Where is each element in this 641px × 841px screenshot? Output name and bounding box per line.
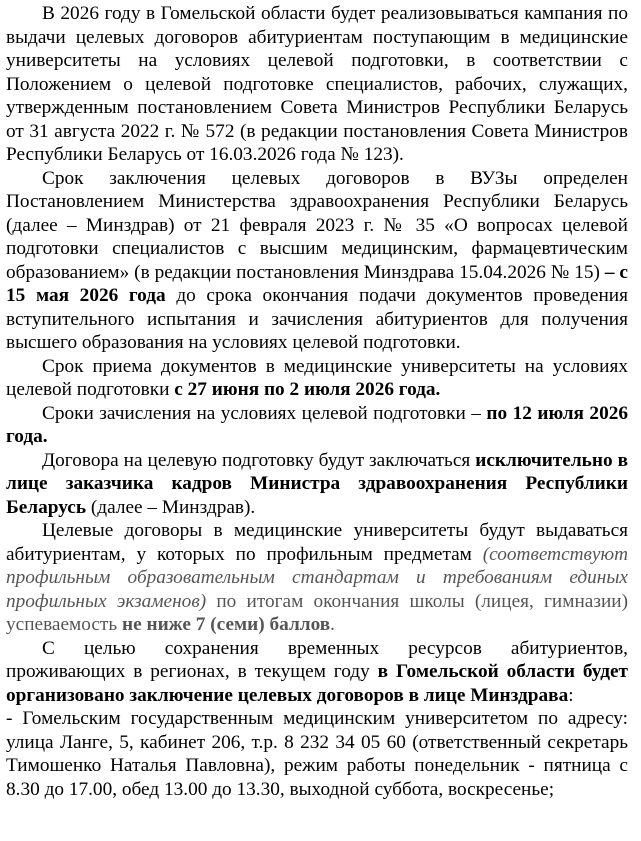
paragraph xyxy=(6,167,628,355)
text-run: по итогам окончания школы (лицея, гимназии) успеваемость xyxy=(6,590,628,635)
text-run: до срока окончания подачи документов проведения вступительного испытания и зачисления абитуриентов для получения высшего образования на условиях целевой подготовки. xyxy=(6,285,628,353)
paragraph xyxy=(6,449,628,520)
text-run: В 2026 году в Гомельской области будет реализовываться кампания по выдачи целевых договоров абитуриентам поступающим в медицинские университеты на условиях целевой подготовки, в соответствии с Положением о целевой подготовке специалистов, рабочих, служащих, утвержденным постановлением Совета Министров Республики Беларусь от 31 августа 2022 г. № 572 (в редакции постановления Совета Министров Республики Беларусь от 16.03.2026 года № 123). xyxy=(6,3,628,165)
text-run: (далее – Минздрав). xyxy=(86,496,256,518)
paragraph xyxy=(6,2,628,167)
document-body xyxy=(6,2,628,801)
text-run: Целевые договоры в медицинские университеты будут выдаваться абитуриентам, у которых по профильным предметам xyxy=(6,520,628,565)
text-run: Сроки зачисления на условиях целевой подготовки – xyxy=(42,402,487,424)
bold-text-run: не ниже 7 (семи) баллов xyxy=(121,614,331,635)
text-run: Срок заключения целевых договоров в ВУЗы определен Постановлением Министерства здравоохранения Республики Беларусь (далее – Минздрав) от 21 февраля 2023 г. № 35 «О вопросах целевой подготовки специалистов с высшим медицинским, фармацевтическим образованием» (в редакции постановления Минздрава 15.04.2026 № 15) xyxy=(6,167,628,283)
paragraph xyxy=(6,519,628,637)
paragraph xyxy=(6,707,628,801)
bold-text-run: по 12 июля 2026 года. xyxy=(6,402,628,447)
text-run: . xyxy=(330,614,335,635)
text-run: : xyxy=(568,684,574,706)
bold-text-run: – с 15 мая 2026 года xyxy=(6,261,628,306)
text-run: Договора на целевую подготовку будут заключаться xyxy=(42,449,476,471)
paragraph xyxy=(6,637,628,708)
bold-text-run: исключительно в лице заказчика кадров Министра здравоохранения Республики Беларусь xyxy=(6,449,628,518)
text-run: (соответствуют профильным образовательным стандартам и требованиям единых профильных экзаменов) xyxy=(6,543,628,612)
bold-text-run: в Гомельской области будет организовано заключение целевых договоров в лице Минздрава xyxy=(6,661,628,706)
paragraph xyxy=(6,355,628,402)
text-run: С целью сохранения временных ресурсов абитуриентов, проживающих в регионах, в текущем году xyxy=(6,637,628,682)
bold-text-run: с 27 июня по 2 июля 2026 года. xyxy=(174,379,441,400)
text-run: - Гомельским государственным медицинским университетом по адресу: улица Ланге, 5, кабинет 206, т.р. 8 232 34 05 60 (ответственный секретарь Тимошенко Наталья Павловна), режим работы понедельник - пятница с 8.30 до 17.00, обед 13.00 до 13.30, выходной суббота, воскресенье; xyxy=(6,708,628,800)
text-run: Срок приема документов в медицинские университеты на условиях целевой подготовки xyxy=(6,355,628,400)
paragraph xyxy=(6,402,628,449)
